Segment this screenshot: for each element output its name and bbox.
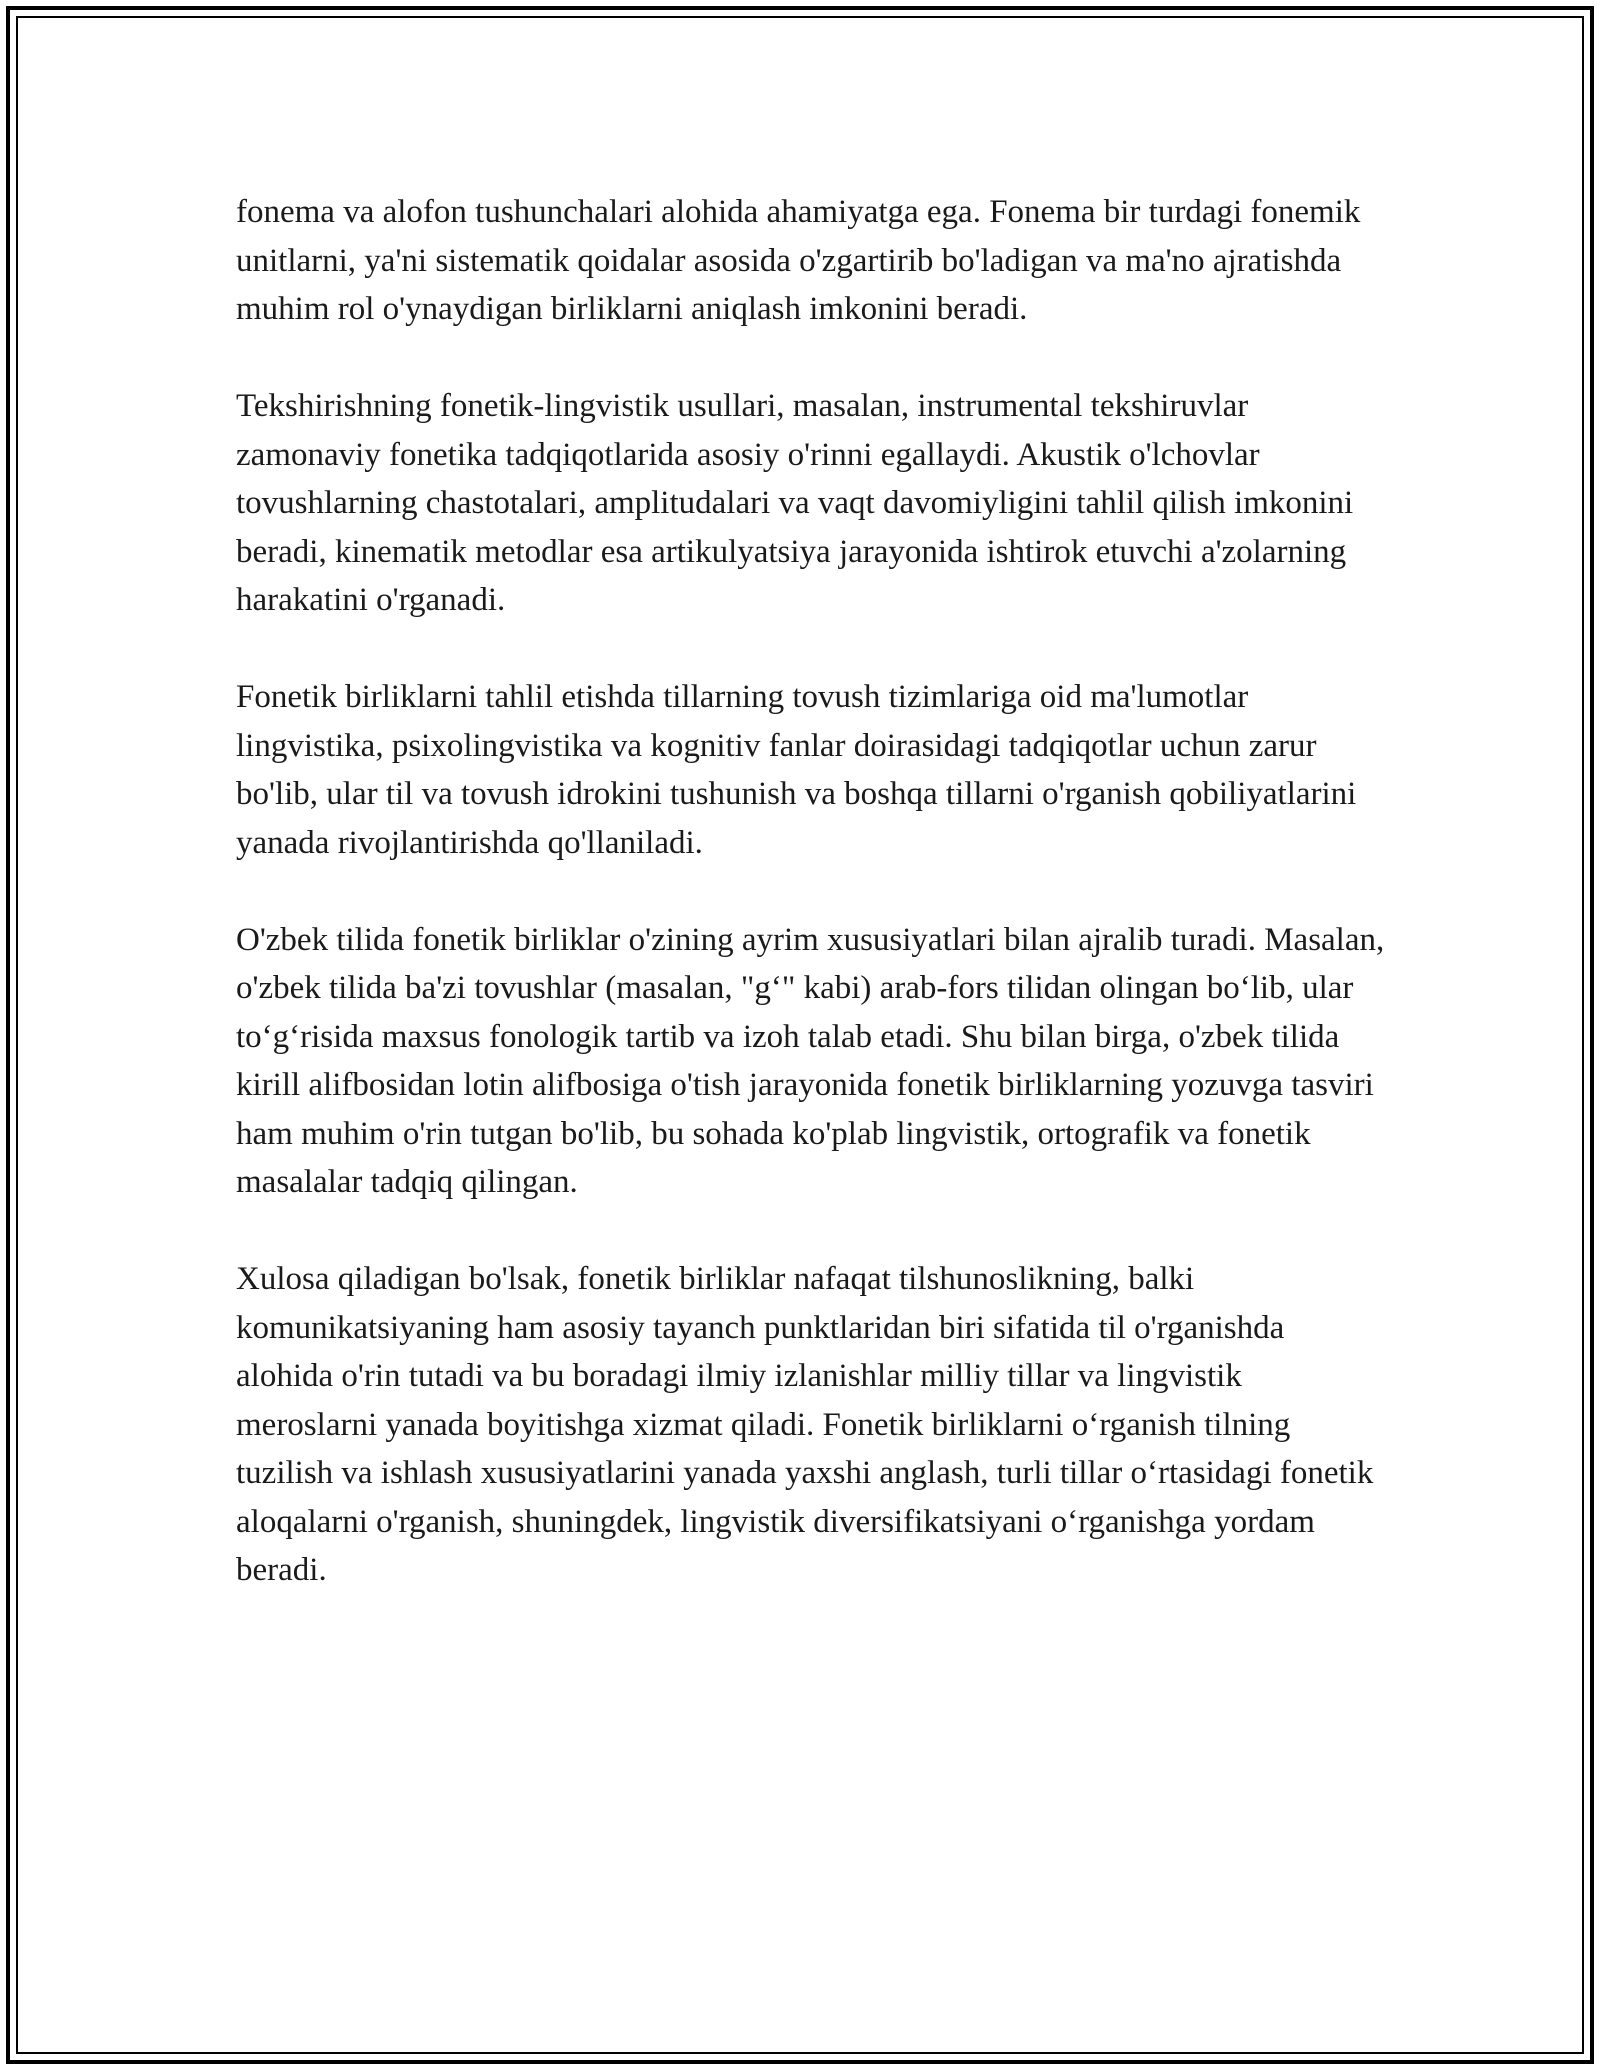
paragraph-conclusion: Xulosa qiladigan bo'lsak, fonetik birliklar nafaqat tilshunoslikning, balki komunikatsiyaning ham asosiy tayanch punktlaridan biri sifatida til o'rganishda alohida o'rin tutadi va bu boradagi ilmiy izlanishlar milliy tillar va lingvistik meroslarni yanada boyitishga xizmat qiladi. Fonetik birliklarni o‘rganish tilning tuzilish va ishlash xususiyatlarini yanada yaxshi anglash, turli tillar o‘rtasidagi fonetik aloqalarni o'rganish, shuningdek, lingvistik diversifikatsiyani o‘rganishga yordam beradi. — [236, 1261, 1374, 1588]
document-body — [236, 188, 1386, 1595]
paragraph-phoneme: fonema va alofon tushunchalari alohida ahamiyatga ega. Fonema bir turdagi fonemik unitlarni, ya'ni sistematik qoidalar asosida o'zgartirib bo'ladigan va ma'no ajratishda muhim rol o'ynaydigan birliklarni aniqlash imkonini beradi. — [236, 194, 1361, 327]
paragraph-uzbek: O'zbek tilida fonetik birliklar o'zining ayrim xususiyatlari bilan ajralib turadi. Masalan, o'zbek tilida ba'zi tovushlar (masalan, "g‘" kabi) arab-fors tilidan olingan bo‘lib, ular to‘g‘risida maxsus fonologik tartib va izoh talab etadi. Shu bilan birga, o'zbek tilida kirill alifbosidan lotin alifbosiga o'tish jarayonida fonetik birliklarning yozuvga tasviri ham muhim o'rin tutgan bo'lib, bu sohada ko'plab lingvistik, ortografik va fonetik masalalar tadqiq qilingan. — [236, 921, 1385, 1200]
paragraph-analysis: Fonetik birliklarni tahlil etishda tillarning tovush tizimlariga oid ma'lumotlar lingvistika, psixolingvistika va kognitiv fanlar doirasidagi tadqiqotlar uchun zarur bo'lib, ular til va tovush idrokini tushunish va boshqa tillarni o'rganish qobiliyatlarini yanada rivojlantirishda qo'llaniladi. — [236, 679, 1357, 861]
paragraph-methods: Tekshirishning fonetik-lingvistik usullari, masalan, instrumental tekshiruvlar zamonaviy fonetika tadqiqotlarida asosiy o'rinni egallaydi. Akustik o'lchovlar tovushlarning chastotalari, amplitudalari va vaqt davomiyligini tahlil qilish imkonini beradi, kinematik metodlar esa artikulyatsiya jarayonida ishtirok etuvchi a'zolarning harakatini o'rganadi. — [236, 388, 1354, 618]
